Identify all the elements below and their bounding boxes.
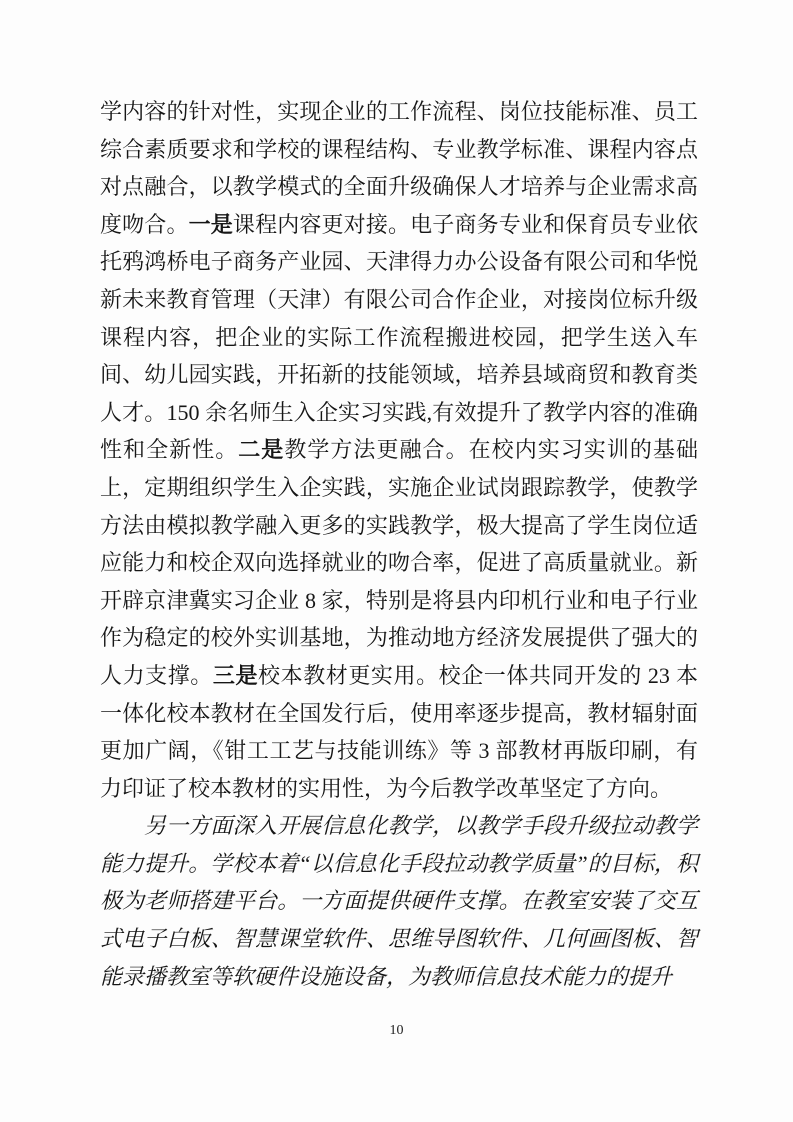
text-segment: 校本教材更实用。校企一体共同开发的 23 本一体化校本教材在全国发行后，使用率逐步提高，教材辐射面更加广阔，《钳工工艺与技能训练》等 3 部教材再版印刷，有力印证了校本教材的实用性，为今后教学改革坚定了方向。: [100, 662, 698, 801]
paragraph: [100, 807, 698, 995]
text-segment: 另一方面深入开展信息化教学，以教学手段升级拉动教学能力提升。学校本着“以信息化手段拉动教学质量”的目标，积极为老师搭建平台。一方面提供硬件支撑。在教室安装了交互式电子白板、智慧课堂软件、思维导图软件、几何画图板、智能录播教室等软硬件设施设备，为教师信息技术能力的提升: [100, 813, 698, 989]
paragraph: [100, 93, 698, 807]
document-body: [100, 93, 698, 995]
text-segment: 教学方法更融合。在校内实习实训的基础上，定期组织学生入企实践，实施企业试岗跟踪教学，使教学方法由模拟教学融入更多的实践教学，极大提高了学生岗位适应能力和校企双向选择就业的吻合率，促进了高质量就业。新开辟京津冀实习企业 8 家，特别是将县内印机行业和电子行业作为稳定的校外实训基地，为推动地方经济发展提供了强大的人力支撑。: [100, 437, 698, 688]
text-segment: 学内容的针对性，实现企业的工作流程、岗位技能标准、员工综合素质要求和学校的课程结构、专业教学标准、课程内容点对点融合，以教学模式的全面升级确保人才培养与企业需求高度吻合。: [100, 99, 698, 237]
emphasis-segment: 二是: [238, 437, 285, 463]
page-number: 10: [389, 1023, 404, 1038]
text-segment: 课程内容更对接。电子商务专业和保育员专业依托鸦鸿桥电子商务产业园、天津得力办公设备有限公司和华悦新未来教育管理（天津）有限公司合作企业，对接岗位标升级课程内容，把企业的实际工作流程搬进校园，把学生送入车间、幼儿园实践，开拓新的技能领域，培养县域商贸和教育类人才。150 余名师生入企实习实践,有效提升了教学内容的准确性和全新性。: [100, 211, 698, 463]
emphasis-segment: 一是: [188, 211, 233, 237]
emphasis-segment: 三是: [212, 662, 259, 688]
